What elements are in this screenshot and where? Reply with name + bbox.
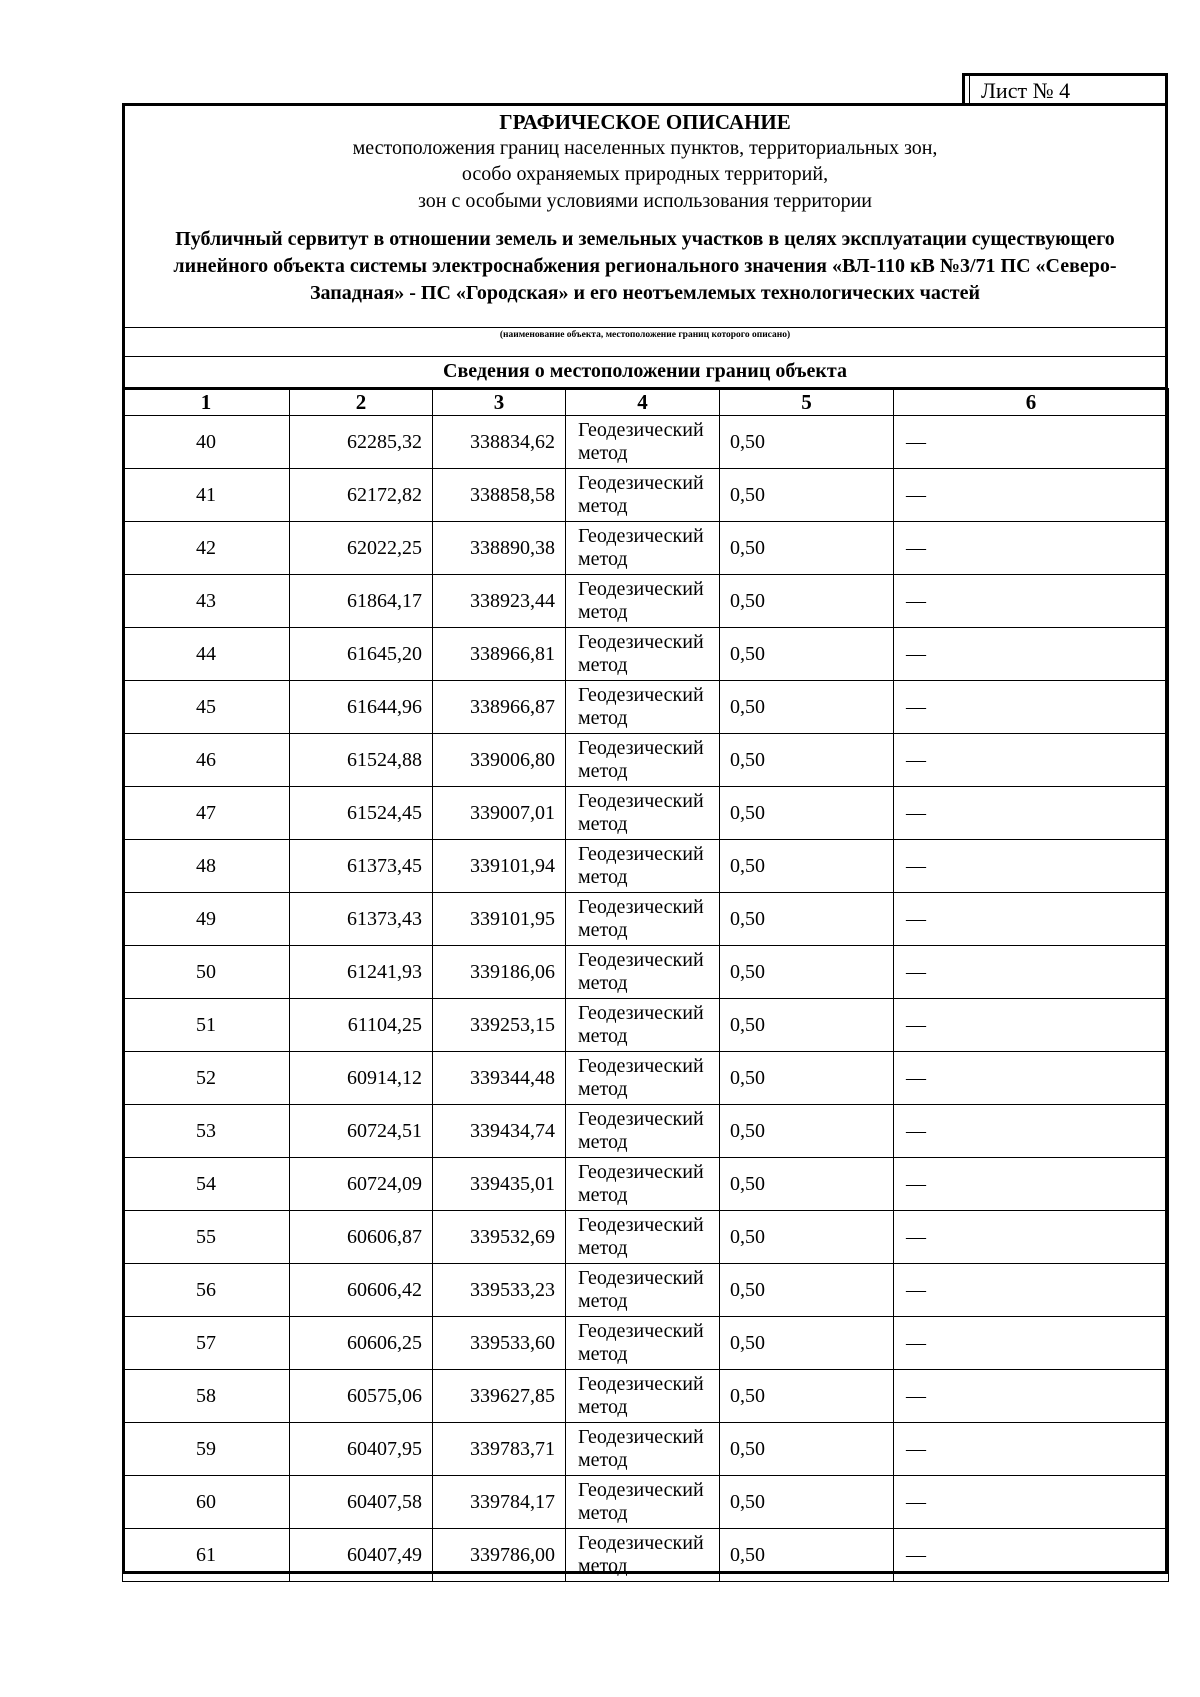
extra: —: [894, 681, 1169, 734]
extra: —: [894, 1370, 1169, 1423]
coordinate-x: 61644,96: [290, 681, 433, 734]
table-row: [123, 840, 1169, 893]
coordinate-y: 339253,15: [433, 999, 566, 1052]
column-header: 1: [123, 389, 290, 416]
subtitle-line-1: местоположения границ населенных пунктов, территориальных зон,: [352, 137, 938, 159]
precision: 0,50: [720, 1052, 894, 1105]
coordinate-y: 339101,95: [433, 893, 566, 946]
point-number: 42: [123, 522, 290, 575]
precision: 0,50: [720, 893, 894, 946]
table-row: [123, 893, 1169, 946]
coordinate-y: 339532,69: [433, 1211, 566, 1264]
coordinate-x: 62285,32: [290, 416, 433, 469]
coordinate-y: 339101,94: [433, 840, 566, 893]
precision: 0,50: [720, 1529, 894, 1582]
coordinate-x: 62022,25: [290, 522, 433, 575]
sheet-number-box: [962, 73, 1168, 103]
extra: —: [894, 1105, 1169, 1158]
precision: 0,50: [720, 1423, 894, 1476]
precision: 0,50: [720, 734, 894, 787]
point-number: 47: [123, 787, 290, 840]
point-number: 53: [123, 1105, 290, 1158]
table-row: [123, 1105, 1169, 1158]
precision: 0,50: [720, 1264, 894, 1317]
divider: [125, 356, 1165, 357]
method: Геодезический метод: [566, 840, 720, 893]
table-row: [123, 681, 1169, 734]
table-row: [123, 469, 1169, 522]
point-number: 60: [123, 1476, 290, 1529]
table-row: [123, 1370, 1169, 1423]
extra: —: [894, 946, 1169, 999]
precision: 0,50: [720, 1317, 894, 1370]
coordinate-y: 338858,58: [433, 469, 566, 522]
coordinate-y: 339533,60: [433, 1317, 566, 1370]
table-row: [123, 1211, 1169, 1264]
extra: —: [894, 893, 1169, 946]
point-number: 43: [123, 575, 290, 628]
coordinate-y: 338923,44: [433, 575, 566, 628]
table-row: [123, 522, 1169, 575]
method: Геодезический метод: [566, 469, 720, 522]
coordinate-x: 60606,25: [290, 1317, 433, 1370]
extra: —: [894, 1423, 1169, 1476]
method: Геодезический метод: [566, 1211, 720, 1264]
coordinate-y: 339783,71: [433, 1423, 566, 1476]
extra: —: [894, 734, 1169, 787]
extra: —: [894, 1317, 1169, 1370]
extra: —: [894, 840, 1169, 893]
extra: —: [894, 787, 1169, 840]
point-number: 45: [123, 681, 290, 734]
coordinate-x: 61645,20: [290, 628, 433, 681]
method: Геодезический метод: [566, 893, 720, 946]
table-row: [123, 416, 1169, 469]
subtitle-line-2: особо охраняемых природных территорий,: [461, 163, 829, 185]
coordinate-x: 61864,17: [290, 575, 433, 628]
coordinate-x: 60407,58: [290, 1476, 433, 1529]
table-row: [123, 1052, 1169, 1105]
precision: 0,50: [720, 1370, 894, 1423]
table-row: [123, 1476, 1169, 1529]
point-number: 46: [123, 734, 290, 787]
point-number: 48: [123, 840, 290, 893]
extra: —: [894, 999, 1169, 1052]
point-number: 41: [123, 469, 290, 522]
coordinate-y: 339784,17: [433, 1476, 566, 1529]
sheet-number: Лист № 4: [981, 78, 1071, 103]
point-number: 40: [123, 416, 290, 469]
document-title: ГРАФИЧЕСКОЕ ОПИСАНИЕ: [499, 110, 791, 134]
precision: 0,50: [720, 999, 894, 1052]
method: Геодезический метод: [566, 575, 720, 628]
point-number: 51: [123, 999, 290, 1052]
coordinate-y: 339434,74: [433, 1105, 566, 1158]
precision: 0,50: [720, 416, 894, 469]
coordinate-x: 60407,95: [290, 1423, 433, 1476]
method: Геодезический метод: [566, 1264, 720, 1317]
method: Геодезический метод: [566, 1317, 720, 1370]
coordinate-y: 339786,00: [433, 1529, 566, 1582]
coordinate-y: 339533,23: [433, 1264, 566, 1317]
point-number: 44: [123, 628, 290, 681]
table-row: [123, 999, 1169, 1052]
extra: —: [894, 1476, 1169, 1529]
coordinate-x: 60606,42: [290, 1264, 433, 1317]
precision: 0,50: [720, 840, 894, 893]
coordinate-y: 338966,81: [433, 628, 566, 681]
extra: —: [894, 1211, 1169, 1264]
coordinate-y: 339186,06: [433, 946, 566, 999]
coordinate-y: 338834,62: [433, 416, 566, 469]
coordinate-x: 62172,82: [290, 469, 433, 522]
point-number: 50: [123, 946, 290, 999]
method: Геодезический метод: [566, 734, 720, 787]
column-header: 3: [433, 389, 566, 416]
method: Геодезический метод: [566, 1052, 720, 1105]
precision: 0,50: [720, 787, 894, 840]
method: Геодезический метод: [566, 1476, 720, 1529]
divider: [125, 327, 1165, 328]
extra: —: [894, 1158, 1169, 1211]
point-number: 54: [123, 1158, 290, 1211]
coordinate-x: 61524,88: [290, 734, 433, 787]
extra: —: [894, 522, 1169, 575]
point-number: 61: [123, 1529, 290, 1582]
method: Геодезический метод: [566, 1529, 720, 1582]
coordinate-x: 60407,49: [290, 1529, 433, 1582]
point-number: 52: [123, 1052, 290, 1105]
coordinate-x: 60575,06: [290, 1370, 433, 1423]
method: Геодезический метод: [566, 787, 720, 840]
table-header-row: [123, 389, 1169, 416]
table-row: [123, 946, 1169, 999]
table-row: [123, 734, 1169, 787]
extra: —: [894, 1052, 1169, 1105]
precision: 0,50: [720, 628, 894, 681]
coordinate-x: 61104,25: [290, 999, 433, 1052]
column-header: 2: [290, 389, 433, 416]
table-row: [123, 1158, 1169, 1211]
coordinate-x: 61373,45: [290, 840, 433, 893]
precision: 0,50: [720, 1476, 894, 1529]
coordinate-x: 60606,87: [290, 1211, 433, 1264]
extra: —: [894, 628, 1169, 681]
column-header: 4: [566, 389, 720, 416]
precision: 0,50: [720, 1211, 894, 1264]
column-header: 5: [720, 389, 894, 416]
point-number: 56: [123, 1264, 290, 1317]
precision: 0,50: [720, 946, 894, 999]
document-header: [122, 103, 1168, 390]
point-number: 57: [123, 1317, 290, 1370]
precision: 0,50: [720, 522, 894, 575]
coordinate-x: 60724,09: [290, 1158, 433, 1211]
method: Геодезический метод: [566, 416, 720, 469]
table-row: [123, 787, 1169, 840]
method: Геодезический метод: [566, 522, 720, 575]
table-row: [123, 1423, 1169, 1476]
precision: 0,50: [720, 1158, 894, 1211]
extra: —: [894, 1529, 1169, 1582]
point-number: 58: [123, 1370, 290, 1423]
coordinate-y: 339627,85: [433, 1370, 566, 1423]
coordinates-table: [122, 388, 1169, 1582]
coordinate-x: 61524,45: [290, 787, 433, 840]
coordinate-x: 60914,12: [290, 1052, 433, 1105]
extra: —: [894, 416, 1169, 469]
table-row: [123, 1264, 1169, 1317]
precision: 0,50: [720, 681, 894, 734]
point-number: 59: [123, 1423, 290, 1476]
method: Геодезический метод: [566, 1370, 720, 1423]
coordinate-x: 60724,51: [290, 1105, 433, 1158]
column-header: 6: [894, 389, 1169, 416]
table-body: [123, 416, 1169, 1582]
extra: —: [894, 1264, 1169, 1317]
method: Геодезический метод: [566, 681, 720, 734]
coordinate-y: 339344,48: [433, 1052, 566, 1105]
coordinate-x: 61373,43: [290, 893, 433, 946]
table-row: [123, 628, 1169, 681]
method: Геодезический метод: [566, 1158, 720, 1211]
precision: 0,50: [720, 1105, 894, 1158]
subtitle-line-3: зон с особыми условиями использования территории: [417, 190, 873, 212]
table-row: [123, 1529, 1169, 1582]
extra: —: [894, 575, 1169, 628]
precision: 0,50: [720, 469, 894, 522]
method: Геодезический метод: [566, 1423, 720, 1476]
point-number: 49: [123, 893, 290, 946]
method: Геодезический метод: [566, 1105, 720, 1158]
object-name: Публичный сервитут в отношении земель и земельных участков в целях эксплуатации существующего линейного объекта системы электроснабжения регионального значения «ВЛ-110 кВ №3/71 ПС «Северо-Западная» - ПС «Городская» и его неотъемлемых технологических частей: [173, 228, 1117, 304]
point-number: 55: [123, 1211, 290, 1264]
extra: —: [894, 469, 1169, 522]
coordinate-y: 339435,01: [433, 1158, 566, 1211]
coordinate-x: 61241,93: [290, 946, 433, 999]
coordinate-y: 339007,01: [433, 787, 566, 840]
section-title: Сведения о местоположении границ объекта: [443, 360, 847, 382]
coordinate-y: 339006,80: [433, 734, 566, 787]
coordinate-y: 338890,38: [433, 522, 566, 575]
method: Геодезический метод: [566, 999, 720, 1052]
table-row: [123, 1317, 1169, 1370]
coordinate-y: 338966,87: [433, 681, 566, 734]
precision: 0,50: [720, 575, 894, 628]
method: Геодезический метод: [566, 946, 720, 999]
method: Геодезический метод: [566, 628, 720, 681]
object-name-note: (наименование объекта, местоположение границ которого описано): [499, 330, 791, 340]
table-row: [123, 575, 1169, 628]
